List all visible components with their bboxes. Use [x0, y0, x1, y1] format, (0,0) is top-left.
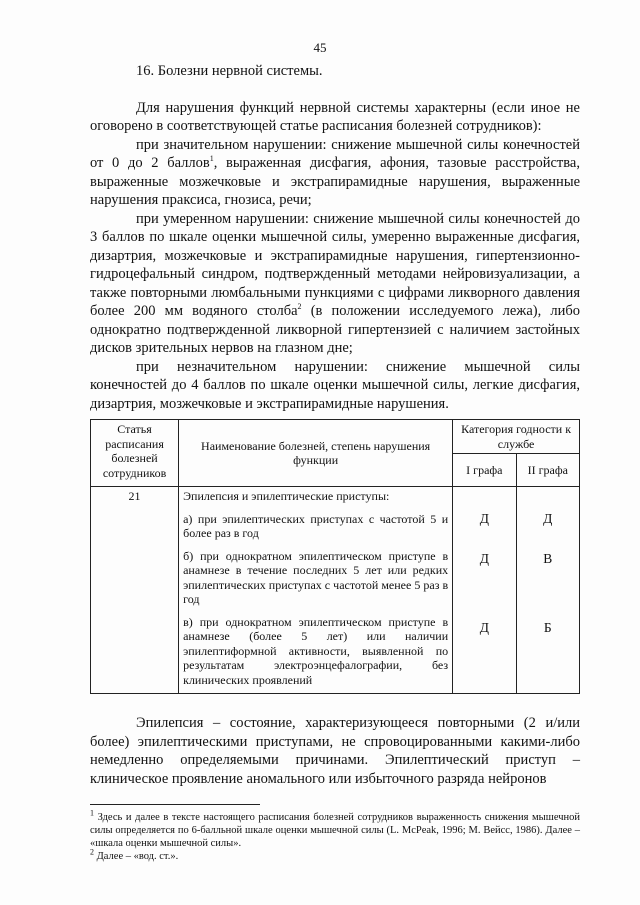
moderate-impairment-paragraph	[90, 210, 580, 358]
item-c-text: в) при однократном эпилептическом приступе в анамнезе (более 5 лет) или наличии эпилептиформной активности, выявленной по результатам электроэнцефалографии, без клинических проявлений	[183, 614, 449, 687]
significant-text-a: при значительном нарушении: снижение мышечной силы конечностей от 0 до 2 баллов	[90, 136, 580, 171]
item-c-grade-1: Д	[479, 619, 489, 635]
item-c-grade-2: Б	[543, 619, 552, 635]
item-b-grade-1: Д	[479, 550, 489, 566]
item-a-text: а) при эпилептических приступах с частотой 5 и более раз в год	[183, 511, 449, 540]
footnote-2-text: Далее – «вод. ст.».	[94, 851, 179, 862]
item-b-text: б) при однократном эпилептическом приступе в анамнезе в течение последних 5 лет или редких эпилептических приступах с частотой менее 5 раз в год	[183, 548, 449, 606]
footnote-ref-2: 2	[297, 302, 302, 312]
significant-text-b: , выраженная дисфагия, афония, тазовые расстройства, выраженные мозжечковые и экстрапирамидные нарушения, выраженные нарушения праксиса, гнозиса, речи;	[90, 155, 580, 208]
epilepsy-definition-paragraph: Эпилепсия – состояние, характеризующееся повторными (2 и/или более) эпилептическими приступами, не спровоцированными какими-либо немедленно определяемыми причинами. Эпилептический приступ – клиническое проявление аномального или избыточного разряда нейронов	[90, 715, 580, 787]
item-a-grade-2: Д	[543, 510, 553, 526]
footnote-2-mark: 2	[90, 847, 94, 857]
item-a-grade-1: Д	[479, 510, 489, 526]
section-heading: 16. Болезни нервной системы.	[136, 63, 323, 79]
moderate-text-b: (в положении исследуемого лежа), либо однократно подтвержденной ликворной гипертензией с наличием застойных дисков зрительных нервов на глазном дне;	[90, 303, 581, 356]
header-name: Наименование болезней, степень нарушения функции	[179, 420, 453, 487]
footnote-1	[90, 808, 580, 850]
footnote-1-text: Здесь и далее в тексте настоящего расписания болезней сотрудников выраженность снижения мышечной силы определяется по 6-балльной шкале оценки мышечной силы (L. McPeak, 1996; М. Вейсс, 1986). Далее – «шкала оценки мышечной силы».	[90, 812, 580, 849]
table-header-row	[91, 420, 580, 454]
grade-2-cell	[516, 487, 579, 694]
minor-impairment-paragraph: при незначительном нарушении: снижение мышечной силы конечностей до 4 баллов по шкале оценки мышечной силы, легкие дисфагия, дизартрия, мозжечковые и экстрапирамидные нарушения.	[90, 358, 580, 412]
footnote-2	[90, 847, 580, 863]
disease-title: Эпилепсия и эпилептические приступы:	[183, 489, 390, 503]
header-article: Статья расписания болезней сотрудников	[91, 420, 179, 487]
document-body	[90, 62, 580, 863]
intro-paragraph: Для нарушения функций нервной системы характерны (если иное не оговорено в соответствующей статье расписания болезней сотрудников):	[90, 99, 580, 134]
table-row	[91, 487, 580, 694]
header-grade-2: II графа	[516, 454, 579, 487]
significant-impairment-paragraph	[90, 136, 580, 210]
moderate-text-a: при умеренном нарушении: снижение мышечной силы конечностей до 3 баллов по шкале оценки мышечной силы, умеренно выраженные дисфагия, дизартрия, мозжечковые и экстрапирамидные нарушения, гипертензионно-гидроцефальный синдром, подтвержденный методами нейровизуализации, а также повторными люмбальными пункциями с цифрами ликворного давления более 200 мм водяного столба	[90, 210, 580, 319]
footnotes	[90, 808, 580, 863]
grade-1-cell	[453, 487, 516, 694]
header-category: Категория годности к службе	[453, 420, 580, 454]
footnote-ref-1: 1	[209, 154, 214, 164]
item-b-grade-2: В	[543, 550, 553, 566]
article-number: 21	[91, 487, 179, 694]
footnote-divider	[90, 804, 260, 805]
diseases-table	[90, 419, 580, 694]
disease-name-cell	[179, 487, 453, 694]
footnote-1-mark: 1	[90, 808, 94, 818]
page-number: 45	[313, 40, 327, 55]
header-grade-1: I графа	[453, 454, 516, 487]
